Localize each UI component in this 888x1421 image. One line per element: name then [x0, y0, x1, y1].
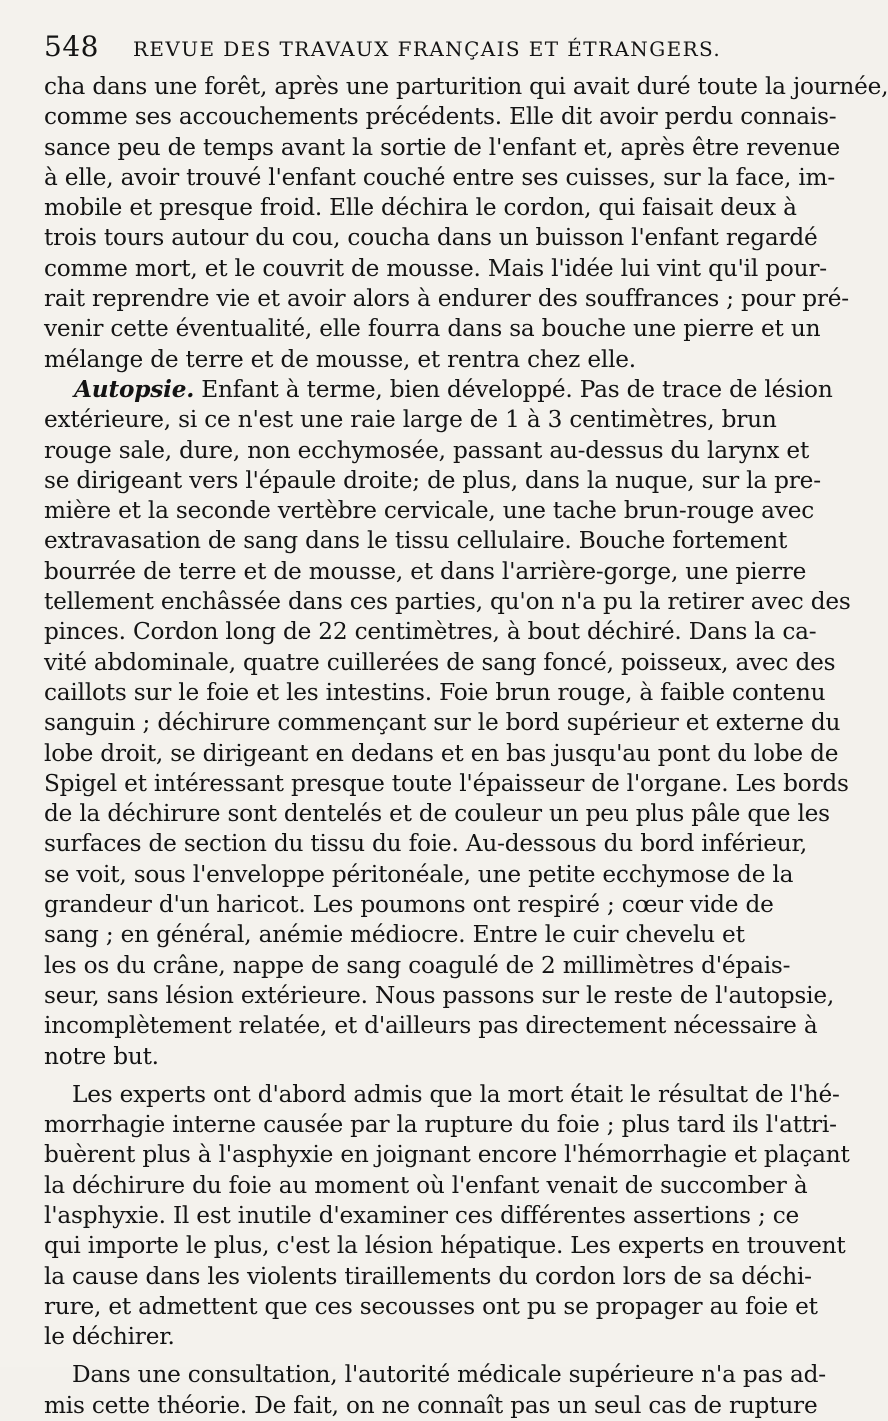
paragraph-consultation	[44, 1360, 826, 1421]
text-line: rure, et admettent que ces secousses ont pu se propager au foie et	[44, 1292, 818, 1320]
text-line: morrhagie interne causée par la rupture du foie ; plus tard ils l'attri-	[44, 1111, 837, 1139]
text-line: sang ; en général, anémie médiocre. Entre le cuir chevelu et	[44, 921, 745, 949]
text-line: rouge sale, dure, non ecchymosée, passant au-dessus du larynx et	[44, 436, 810, 464]
text-line: incomplètement relatée, et d'ailleurs pas directement nécessaire à	[44, 1012, 818, 1040]
text-line: à elle, avoir trouvé l'enfant couché entre ses cuisses, sur la face, im-	[44, 163, 835, 191]
paragraph-1	[44, 72, 888, 375]
paragraph-experts	[44, 1080, 850, 1353]
text-line: buèrent plus à l'asphyxie en joignant encore l'hémorrhagie et plaçant	[44, 1141, 850, 1169]
page-header	[44, 30, 756, 66]
page-number: 548	[44, 30, 99, 63]
text-line: tellement enchâssée dans ces parties, qu'on n'a pu la retirer avec des	[44, 588, 851, 616]
text-line: bourrée de terre et de mousse, et dans l'arrière-gorge, une pierre	[44, 557, 807, 585]
text-line: qui importe le plus, c'est la lésion hépatique. Les experts en trouvent	[44, 1232, 846, 1260]
text-line: grandeur d'un haricot. Les poumons ont respiré ; cœur vide de	[44, 891, 774, 919]
text-line: pinces. Cordon long de 22 centimètres, à bout déchiré. Dans la ca-	[44, 618, 817, 646]
text-line: de la déchirure sont dentelés et de couleur un peu plus pâle que les	[44, 800, 830, 828]
text-line: la cause dans les violents tiraillements du cordon lors de sa déchi-	[44, 1262, 812, 1290]
text-line: extravasation de sang dans le tissu cellulaire. Bouche fortement	[44, 527, 788, 555]
text-line: mobile et presque froid. Elle déchira le cordon, qui faisait deux à	[44, 194, 797, 222]
running-title: REVUE DES TRAVAUX FRANÇAIS ET ÉTRANGERS.	[132, 37, 722, 61]
autopsie-first-line: Enfant à terme, bien développé. Pas de trace de lésion	[194, 375, 833, 403]
text-line: extérieure, si ce n'est une raie large de 1 à 3 centimètres, brun	[44, 406, 777, 434]
text-line: lobe droit, se dirigeant en dedans et en bas jusqu'au pont du lobe de	[44, 739, 839, 767]
text-line: caillots sur le foie et les intestins. Foie brun rouge, à faible contenu	[44, 678, 826, 706]
text-line: les os du crâne, nappe de sang coagulé de 2 millimètres d'épais-	[44, 951, 791, 979]
text-line: trois tours autour du cou, coucha dans un buisson l'enfant regardé	[44, 224, 818, 252]
text-line: Spigel et intéressant presque toute l'épaisseur de l'organe. Les bords	[44, 769, 849, 797]
text-line: cha dans une forêt, après une parturition qui avait duré toute la journée,	[44, 73, 888, 100]
text-line: rait reprendre vie et avoir alors à endurer des souffrances ; pour pré-	[44, 285, 849, 313]
body-text	[44, 72, 888, 1421]
text-line	[44, 375, 833, 405]
text-line: sance peu de temps avant la sortie de l'enfant et, après être revenue	[44, 133, 841, 161]
text-line: se dirigeant vers l'épaule droite; de plus, dans la nuque, sur la pre-	[44, 466, 821, 494]
text-line: vité abdominale, quatre cuillerées de sang foncé, poisseux, avec des	[44, 648, 836, 676]
text-line: la déchirure du foie au moment où l'enfant venait de succomber à	[44, 1171, 808, 1199]
text-line: l'asphyxie. Il est inutile d'examiner ces différentes assertions ; ce	[44, 1201, 800, 1229]
paragraph-autopsie	[44, 375, 851, 1072]
text-line: Les experts ont d'abord admis que la mort était le résultat de l'hé-	[72, 1080, 840, 1108]
text-line: comme ses accouchements précédents. Elle dit avoir perdu connais-	[44, 103, 837, 131]
text-line: sanguin ; déchirure commençant sur le bord supérieur et externe du	[44, 709, 841, 737]
text-line: seur, sans lésion extérieure. Nous passons sur le reste de l'autopsie,	[44, 981, 835, 1009]
text-line: notre but.	[44, 1042, 159, 1070]
text-line: le déchirer.	[44, 1323, 175, 1351]
text-line: mière et la seconde vertèbre cervicale, une tache brun-rouge avec	[44, 497, 815, 525]
text-line: surfaces de section du tissu du foie. Au-dessous du bord inférieur,	[44, 830, 808, 858]
text-line: se voit, sous l'enveloppe péritonéale, une petite ecchymose de la	[44, 860, 794, 888]
text-line: mis cette théorie. De fait, on ne connaît pas un seul cas de rupture	[44, 1391, 818, 1419]
text-line: comme mort, et le couvrit de mousse. Mais l'idée lui vint qu'il pour-	[44, 254, 827, 282]
text-line: mélange de terre et de mousse, et rentra chez elle.	[44, 345, 636, 373]
text-line: Dans une consultation, l'autorité médicale supérieure n'a pas ad-	[72, 1361, 826, 1389]
text-line: venir cette éventualité, elle fourra dans sa bouche une pierre et un	[44, 315, 821, 343]
autopsie-label: Autopsie.	[74, 375, 195, 403]
